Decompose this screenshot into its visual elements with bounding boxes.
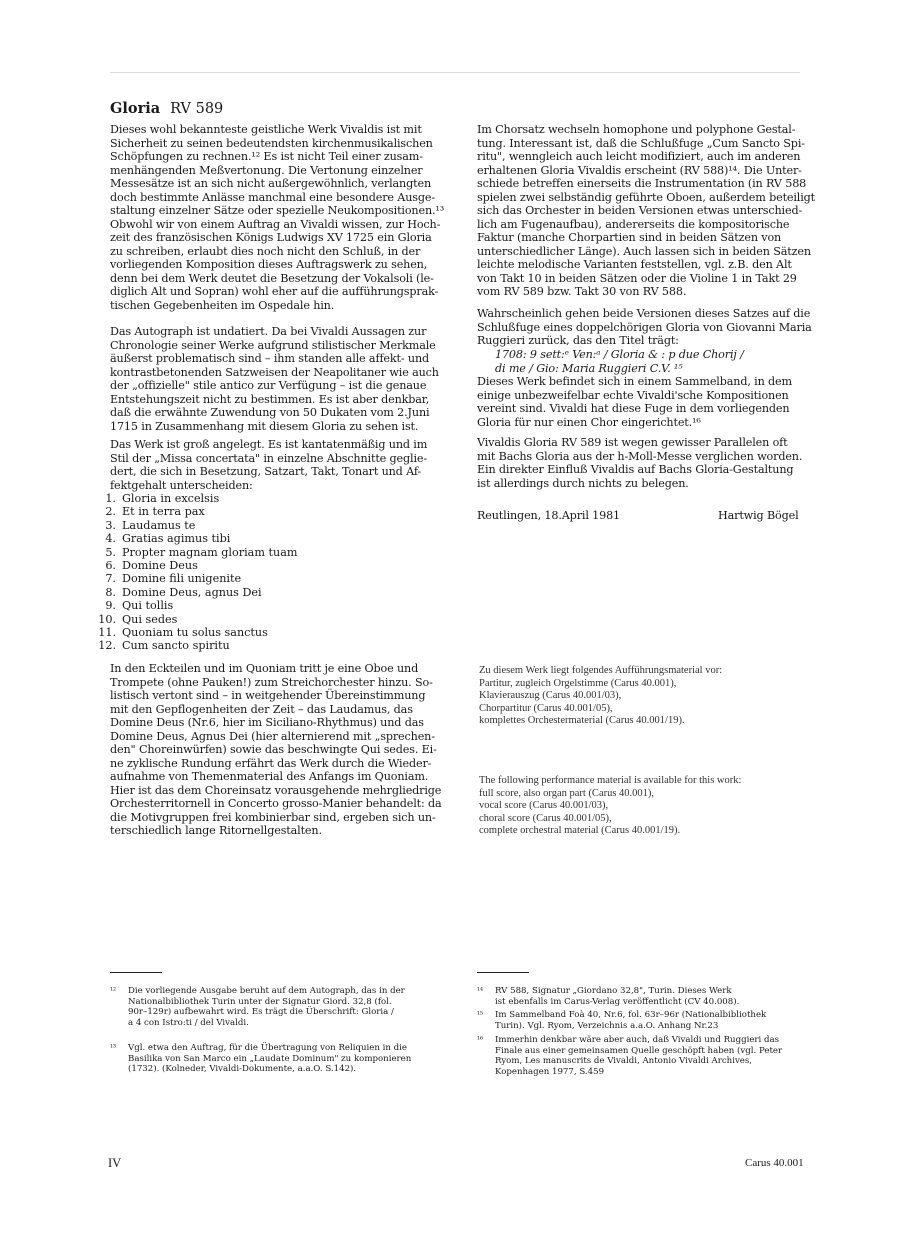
movement-list (96, 492, 298, 653)
ruggieri-title-quote: 1708: 9 sett:ᵉ Ven:ᵃ / Gloria & : p due Chorij / di me / Gio: Maria Ruggieri C.V. ¹⁵ (495, 348, 744, 375)
footnote-14: ¹⁴ RV 588, Signatur „Giordano 32,8", Turin. Dieses Werk ist ebenfalls im Carus-Verlag veröffentlicht (CV 40.008). (477, 986, 740, 1007)
page-title (110, 100, 223, 117)
footnote-rule-right (477, 972, 529, 973)
catalog-number: Carus 40.001 (745, 1157, 804, 1169)
right-paragraph-1: Im Chorsatz wechseln homophone und polyphone Gestal- tung. Interessant ist, daß die Schlußfuge „Cum Sancto Spi- ritu", wenngleich auch leicht modifiziert, auch im anderen erhaltenen Gloria Vivaldis erscheint (RV 588)¹⁴. Die Unter- schiede betreffen einerseits die Instrumentation (in RV 588 spielen zwei selbständig geführte Oboen, außerdem beteiligt sich das Orchester in beiden Versionen etwas unterschied- lich am Fugenaufbau), andererseits die kompositorische Faktur (manche Chorpartien sind in beiden Sätzen von unterschiedlicher Länge). Auch lassen sich in beiden Sätzen leichte melodische Varianten feststellen, vgl. z.B. den Alt von Takt 10 in beiden Sätzen oder die Violine 1 in Takt 29 vom RV 589 bzw. Takt 30 von RV 588. (477, 123, 816, 298)
list-item: 12. Cum sancto spiritu (98, 639, 230, 653)
left-paragraph-1: Dieses wohl bekannteste geistliche Werk Vivaldis ist mit Sicherheit zu seinen bedeutendsten kirchenmusikalischen Schöpfungen zu rechnen.¹² Es ist nicht Teil einer zusam- menhängenden Meßvertonung. Die Vertonung einzelner Messesätze ist an sich nicht außergewöhnlich, verlangten doch bestimmte Anlässe manchmal eine besondere Ausge- staltung einzelner Sätze oder spezielle Neukompositionen.¹³ Obwohl wir von einem Auftrag an Vivaldi wissen, zur Hoch- zeit des französischen Königs Ludwigs XV 1725 ein Gloria zu schreiben, erlaubt dies noch nicht den Schluß, in der vorliegenden Komposition dieses Auftragswerk zu sehen, denn bei dem Werk deutet die Besetzung der Vokalsoli (le- diglich Alt und Sopran) wohl eher auf die aufführungsprak- tischen Gegebenheiten im Ospedale hin. (110, 123, 445, 312)
title-rv: RV 589 (170, 101, 224, 117)
place-date: Reutlingen, 18.April 1981 (477, 509, 621, 522)
footnote-12: ¹² Die vorliegende Ausgabe beruht auf dem Autograph, das in der Nationalbibliothek Turin unter der Signatur Giord. 32,8 (fol. 90r–129r) aufbewahrt wird. Es trägt die Überschrift: Gloria / a 4 con Istro:ti / del Vivaldi. (110, 986, 405, 1028)
performance-material-de: Zu diesem Werk liegt folgendes Aufführungsmaterial vor: Partitur, zugleich Orgelstimme (Carus 40.001), Klavierauszug (Carus 40.001/03), Chorpartitur (Carus 40.001/05), komplettes Orchestermaterial (Carus 40.001/19). (479, 665, 723, 727)
right-paragraph-3: Dieses Werk befindet sich in einem Sammelband, in dem einige unbezweifelbar echte Vivaldi'sche Kompositionen vereint sind. Vivaldi hat diese Fuge in dem vorliegenden Gloria für nur einen Chor eingerichtet.¹⁶ (477, 375, 792, 429)
list-item: 6. Domine Deus (105, 558, 198, 572)
footnote-16: ¹⁶ Immerhin denkbar wäre aber auch, daß Vivaldi und Ruggieri das Finale aus einer gemeinsamen Quelle geschöpft haben (vgl. Peter Ryom, Les manuscrits de Vivaldi, Antonio Vivaldi Archives, Kopenhagen 1977, S.459 (477, 1035, 783, 1077)
list-item: 1. Gloria in excelsis (105, 492, 220, 505)
list-item: 10. Qui sedes (98, 612, 178, 626)
left-paragraph-4: In den Eckteilen und im Quoniam tritt je eine Oboe und Trompete (ohne Pauken!) zum Streichorchester hinzu. So- listisch vertont sind – in weitgehender Übereinstimmung mit den Gepflogenheiten der Zeit – das Laudamus, das Domine Deus (Nr.6, hier im Siciliano-Rhythmus) und das Domine Deus, Agnus Dei (hier alternierend mit „sprechen- den" Choreinwürfen) sowie das beschwingte Qui sedes. Ei- ne zyklische Rundung erfährt das Werk durch die Wieder- aufnahme von Themenmaterial des Anfangs im Quoniam. Hier ist das dem Choreinsatz vorausgehende mehrgliedrige Orchesterritornell in Concerto grosso-Manier behandelt: da die Motivgruppen frei kombinierbar sind, ergeben sich un- terschiedlich lange Ritornellgestalten. (110, 662, 442, 837)
left-paragraph-2: Das Autograph ist undatiert. Da bei Vivaldi Aussagen zur Chronologie seiner Werke aufgrund stilistischer Merkmale äußerst problematisch sind – ihm standen alle affekt- und kontrastbetonenden Satzweisen der Neapolitaner wie auch der „offizielle" stile antico zur Verfügung – ist die genaue Entstehungszeit nicht zu bestimmen. Es ist aber denkbar, daß die erwähnte Zuwendung von 50 Dukaten vom 2.Juni 1715 in Zusammenhang mit diesem Gloria zu sehen ist. (110, 325, 439, 433)
list-item: 3. Laudamus te (105, 518, 196, 532)
right-paragraph-4: Vivaldis Gloria RV 589 ist wegen gewisser Parallelen oft mit Bachs Gloria aus der h-Moll-Messe verglichen worden. Ein direkter Einfluß Vivaldis auf Bachs Gloria-Gestaltung ist allerdings durch nichts zu belegen. (477, 436, 803, 490)
author-signature: Hartwig Bögel (718, 509, 799, 522)
right-paragraph-2: Wahrscheinlich gehen beide Versionen dieses Satzes auf die Schlußfuge eines doppelchörigen Gloria von Giovanni Maria Ruggieri zurück, das den Titel trägt: (477, 307, 812, 347)
footnote-rule-left (110, 972, 162, 973)
list-item: 8. Domine Deus, agnus Dei (105, 585, 262, 599)
title-main: Gloria (110, 100, 161, 117)
list-item: 11. Quoniam tu solus sanctus (98, 625, 268, 639)
footnote-15: ¹⁵ Im Sammelband Foà 40, Nr.6, fol. 63r–96r (Nationalbibliothek Turin). Vgl. Ryom, Verzeichnis a.a.O. Anhang Nr.23 (477, 1010, 767, 1031)
scan-edge-line (110, 72, 800, 73)
list-item: 7. Domine fili unigenite (105, 572, 242, 586)
list-item: 4. Gratias agimus tibi (105, 532, 231, 546)
left-paragraph-3: Das Werk ist groß angelegt. Es ist kantatenmäßig und im Stil der „Missa concertata" in einzelne Abschnitte geglie- dert, die sich in Besetzung, Satzart, Takt, Tonart und Af- fektgehalt unterscheiden: (110, 438, 428, 492)
list-item: 5. Propter magnam gloriam tuam (105, 545, 298, 559)
list-item: 2. Et in terra pax (105, 505, 205, 519)
page-number: IV (108, 1156, 122, 1170)
performance-material-en: The following performance material is available for this work: full score, also organ part (Carus 40.001), vocal score (Carus 40.001/03), choral score (Carus 40.001/05), complete orchestral material (Carus 40.001/19). (479, 775, 742, 837)
footnote-13: ¹³ Vgl. etwa den Auftrag, für die Übertragung von Reliquien in die Basilika von San Marco ein „Laudate Dominum" zu komponieren (1732). (Kolneder, Vivaldi-Dokumente, a.a.O. S.142). (110, 1043, 412, 1075)
list-item: 9. Qui tollis (105, 599, 174, 613)
